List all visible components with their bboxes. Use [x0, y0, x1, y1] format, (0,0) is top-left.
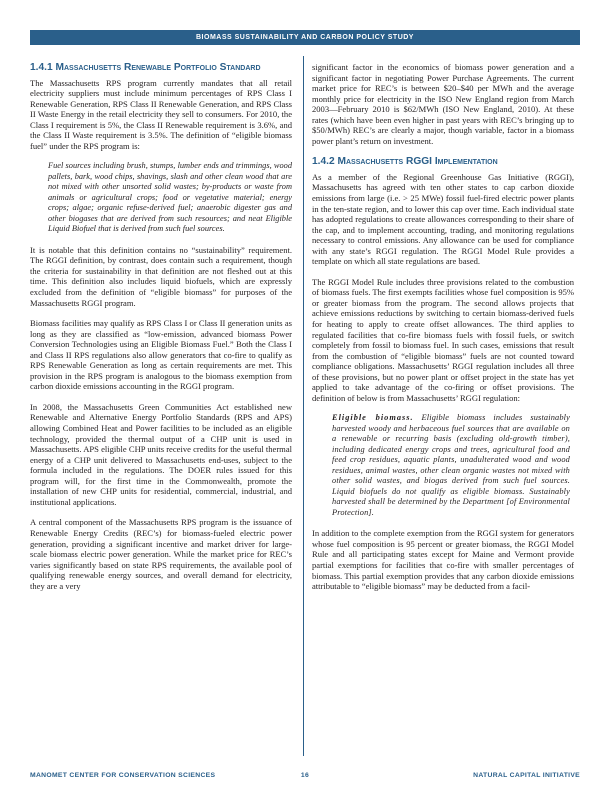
paragraph: As a member of the Regional Greenhouse Gas Initiative (RGGI), Massachusetts has agreed with ten other states to cap carbon dioxide emissions from large (i.e. > 25 MWe) fossil fuel-fired electric power plants in the ten-state region, and to lower this cap over time. Each individual state has adopted regulations to create allowances corresponding to their share of the cap, and to implement accounting, trading, and monitoring regulations necessary to control emissions. Any allowance can be used for compliance with any state’s RGGI regulation. The RGGI Model Rule provides a template on which all state regulations are based. [312, 171, 574, 267]
paragraph: Biomass facilities may qualify as RPS Class I or Class II generation units as long as they are classified as “low-emission, advanced biomass Power Conversion Technologies using an Eligible Biomass Fuel.” Both the Class I and Class II RPS regulations also allow generators that co-fire to qualify as RPS Renewable Generation as long as certain requirements are met. This provision in the RPS program is analogous to the biomass exemption from carbon dioxide emissions accounting in the RGGI program. [30, 318, 292, 392]
page-footer [30, 770, 580, 782]
page-number: 16 [300, 772, 310, 779]
paragraph: The RGGI Model Rule includes three provisions related to the combustion of biomass fuels. The first exempts facilities whose fuel composition is 95% or greater biomass from the program. The second allows projects that achieve emissions reductions by switching to certain biomass-derived fuels for heating to apply to create offset allowances. The third applies to regulated facilities that co-fire biomass fuels with fossil fuels, or switch completely from fossil to biomass fuel. In such cases, emissions that result from the combustion of “eligible biomass” fuels are not counted toward compliance obligations. Massachusetts’ RGGI regulation includes all three of these provisions, but no power plant or offset project in the state has yet applied to take advantage of the co-firing or offset provisions. The definition of below is from Massachusetts’ RGGI regulation: [312, 276, 574, 403]
left-column [30, 62, 292, 601]
quote-body: Eligible biomass includes sustainably harvested woody and herbaceous fuel sources that are available on a renewable or recurring basis (excluding old-growth timber), including dedicated energy crops and trees, agricultural food and feed crop residues, aquatic plants, unadulterated wood and wood residues, animal wastes, other clean organic wastes not mixed with other solid wastes, and biogas derived from such fuel sources. Liquid biofuels do not qualify as eligible biomass. Sustainably harvested shall be determined by the Department [of Environmental Protection]. [332, 413, 570, 517]
paragraph: The Massachusetts RPS program currently mandates that all retail electricity suppliers must include minimum percentages of RPS Class I Renewable Generation, RPS Class II Renewable Generation, and RPS Class II Waste Energy in the retail electricity they sell to consumers. For 2010, the Class I requirement is 5%, the Class II Renewable requirement is 3.6%, and the Class II Waste requirement is 3.5%. The definition of “eligible biomass fuel” under the RPS program is: [30, 77, 292, 151]
paragraph: In addition to the complete exemption from the RGGI system for generators whose fuel composition is 95 percent or greater biomass, the RGGI Model Rule and all participating states except for Maine and Vermont provide partial exemptions for facilities that co-fire with smaller percentages of biomass. This partial exemption provides that any carbon dioxide emissions attributable to “eligible biomass” may be deducted from a facil- [312, 528, 574, 592]
block-quote-rps-definition: Fuel sources including brush, stumps, lumber ends and trimmings, wood pallets, bark, wood chips, shavings, slash and other clean wood that are not mixed with other unsorted solid wastes; by-products or waste from animals or agricultural crops; food or vegetative material; energy crops; algae; organic refuse-derived fuel; anaerobic digester gas and other biogases that are derived from such resources; and neat Eligible Liquid Biofuel that is derived from such fuel sources. [48, 161, 292, 234]
footer-initiative: NATURAL CAPITAL INITIATIVE [473, 772, 580, 779]
block-quote-rggi-definition [312, 413, 574, 518]
paragraph-continued: significant factor in the economics of biomass power generation and a significant factor in negotiating Power Purchase Agreements. The current market price for REC’s is between $20–$40 per MWh and the average monthly price for electricity in the ISO New England region from March 2003—February 2010 is $62/MWh (ISO New England, 2010). At these rates (which have been even higher in past years with REC’s bringing up to $50/MWh) REC’s are clearly a major, though variable, factor in a biomass power plant’s return on investment. [312, 62, 574, 146]
section-heading-1-4-2: 1.4.2 Massachusetts RGGI Implementation [312, 156, 498, 168]
paragraph: A central component of the Massachusetts RPS program is the issuance of Renewable Energy Credits (REC’s) for biomass-fueled electric power generation, providing a significant incentive and market driver for large-scale biomass electric power generation. While the market price for REC’s varies significantly based on state RPS requirements, the available pool of qualifying renewable energy sources, and overall demand for electricity, they are a very [30, 517, 292, 591]
paragraph: It is notable that this definition contains no “sustainability” requirement. The RGGI definition, by contrast, does contain such a requirement, though the criteria for sustainability in that definition are not fleshed out at this time. This definition also includes liquid biofuels, which are expressly excluded from the definition of “eligible biomass” for purposes of the Massachusetts RGGI program. [30, 244, 292, 308]
quote-lead-term: Eligible biomass. [332, 413, 414, 423]
column-divider [303, 56, 304, 756]
section-heading-1-4-1: 1.4.1 Massachusetts Renewable Portfolio Standard [30, 62, 261, 73]
footer-organization: MANOMET CENTER FOR CONSERVATION SCIENCES [30, 772, 216, 779]
right-column [312, 62, 574, 602]
paragraph: In 2008, the Massachusetts Green Communities Act established new Renewable and Alternative Energy Portfolio Standards (RPS and APS) allowing Combined Heat and Power facilities to be included as an eligible technology, provided the thermal output of a CHP unit is used in Massachusetts. APS eligible CHP units receive credits for the useful thermal energy of a CHP unit delivered to Massachusetts end-uses, subject to the formula included in the regulations. The DOER rules issued for this program will, for the first time in the Commonwealth, promote the installation of new CHP units for residential, commercial, industrial, and institutional applications. [30, 401, 292, 507]
running-header: BIOMASS SUSTAINABILITY AND CARBON POLICY STUDY [30, 30, 580, 45]
